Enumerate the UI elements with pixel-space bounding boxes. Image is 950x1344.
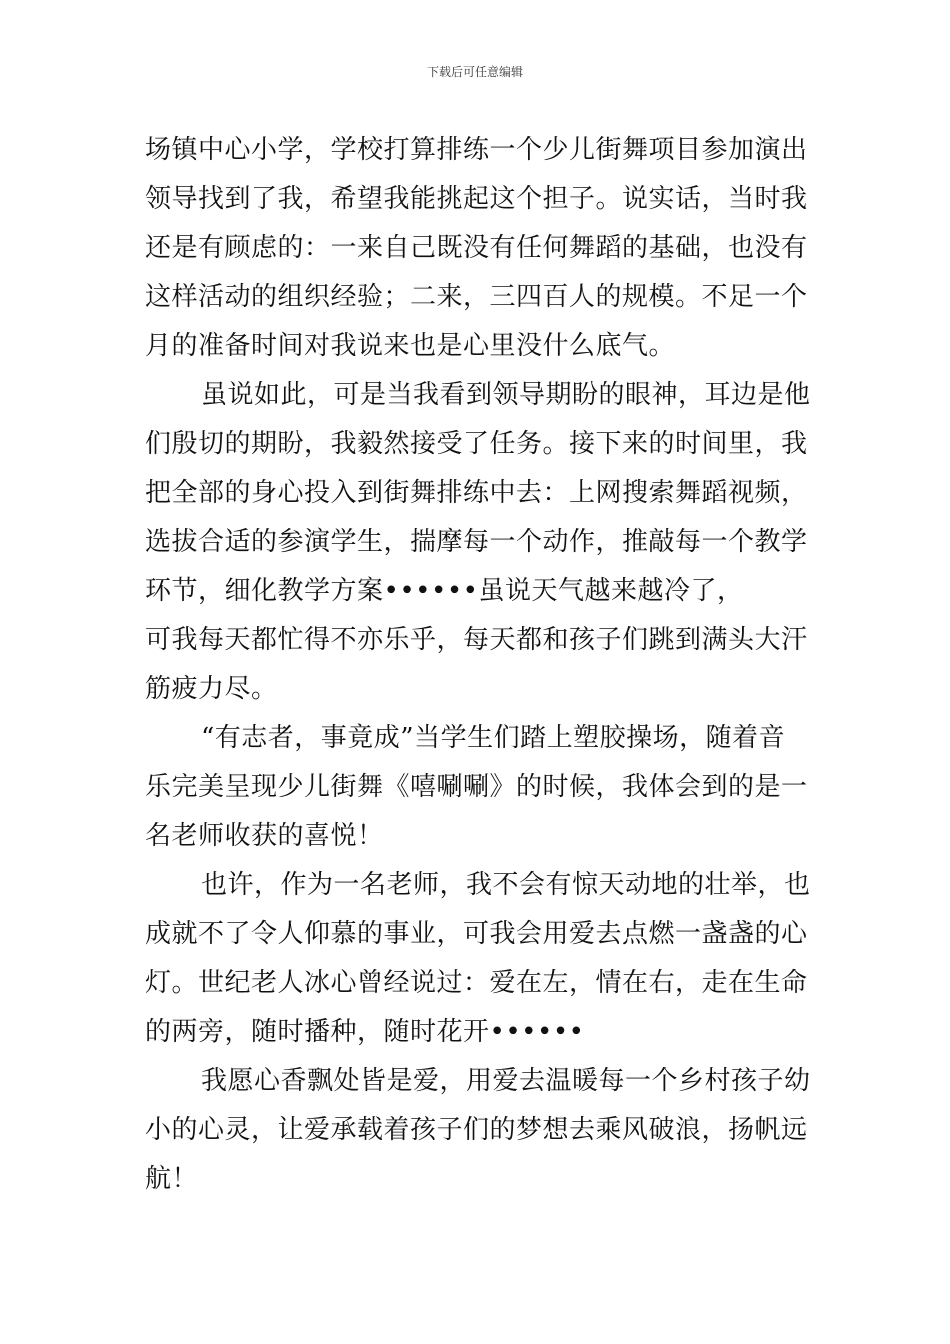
text-line: 可我每天都忙得不亦乐乎，每天都和孩子们跳到满头大汗 — [145, 625, 808, 655]
text-line: 筋疲力尽。 — [145, 674, 278, 704]
paragraph-start-line: “有志者，事竟成”当学生们踏上塑胶操场，随着音 — [201, 723, 786, 753]
text-line: 环节，细化教学方案••••••虽说天气越来越冷了， — [145, 576, 744, 606]
page-header: 下载后可任意编辑 — [426, 65, 523, 79]
document-body — [145, 126, 811, 1204]
text-line: 航！ — [145, 1164, 199, 1194]
text-line: 灯。世纪老人冰心曾经说过：爱在左，情在右，走在生命 — [145, 968, 808, 998]
text-line: 场镇中心小学，学校打算排练一个少儿街舞项目参加演出 — [145, 135, 808, 165]
paragraph-start-line: 虽说如此，可是当我看到领导期盼的眼神，耳边是他 — [201, 380, 811, 410]
text-line: 还是有顾虑的：一来自己既没有任何舞蹈的基础，也没有 — [145, 233, 808, 263]
text-line: 乐完美呈现少儿街舞《嘻唰唰》的时候，我体会到的是一 — [145, 772, 808, 802]
text-line: 领导找到了我，希望我能挑起这个担子。说实话，当时我 — [145, 184, 808, 214]
text-line: 月的准备时间对我说来也是心里没什么底气。 — [145, 331, 676, 361]
paragraph-start-line: 也许，作为一名老师，我不会有惊天动地的壮举，也 — [201, 870, 811, 900]
text-line: 选拔合适的参演学生，揣摩每一个动作，推敲每一个教学 — [145, 527, 808, 557]
paragraph-start-line: 我愿心香飘处皆是爱，用爱去温暖每一个乡村孩子幼 — [201, 1066, 811, 1096]
text-line: 的两旁，随时播种，随时花开•••••• — [145, 1017, 585, 1047]
text-line: 名老师收获的喜悦！ — [145, 821, 384, 851]
text-line: 小的心灵，让爱承载着孩子们的梦想去乘风破浪，扬帆远 — [145, 1115, 808, 1145]
text-line: 成就不了令人仰慕的事业，可我会用爱去点燃一盏盏的心 — [145, 919, 808, 949]
text-line: 们殷切的期盼，我毅然接受了任务。接下来的时间里，我 — [145, 429, 808, 459]
text-line: 这样活动的组织经验；二来，三四百人的规模。不足一个 — [145, 282, 808, 312]
text-line: 把全部的身心投入到街舞排练中去：上网搜索舞蹈视频， — [145, 478, 808, 508]
